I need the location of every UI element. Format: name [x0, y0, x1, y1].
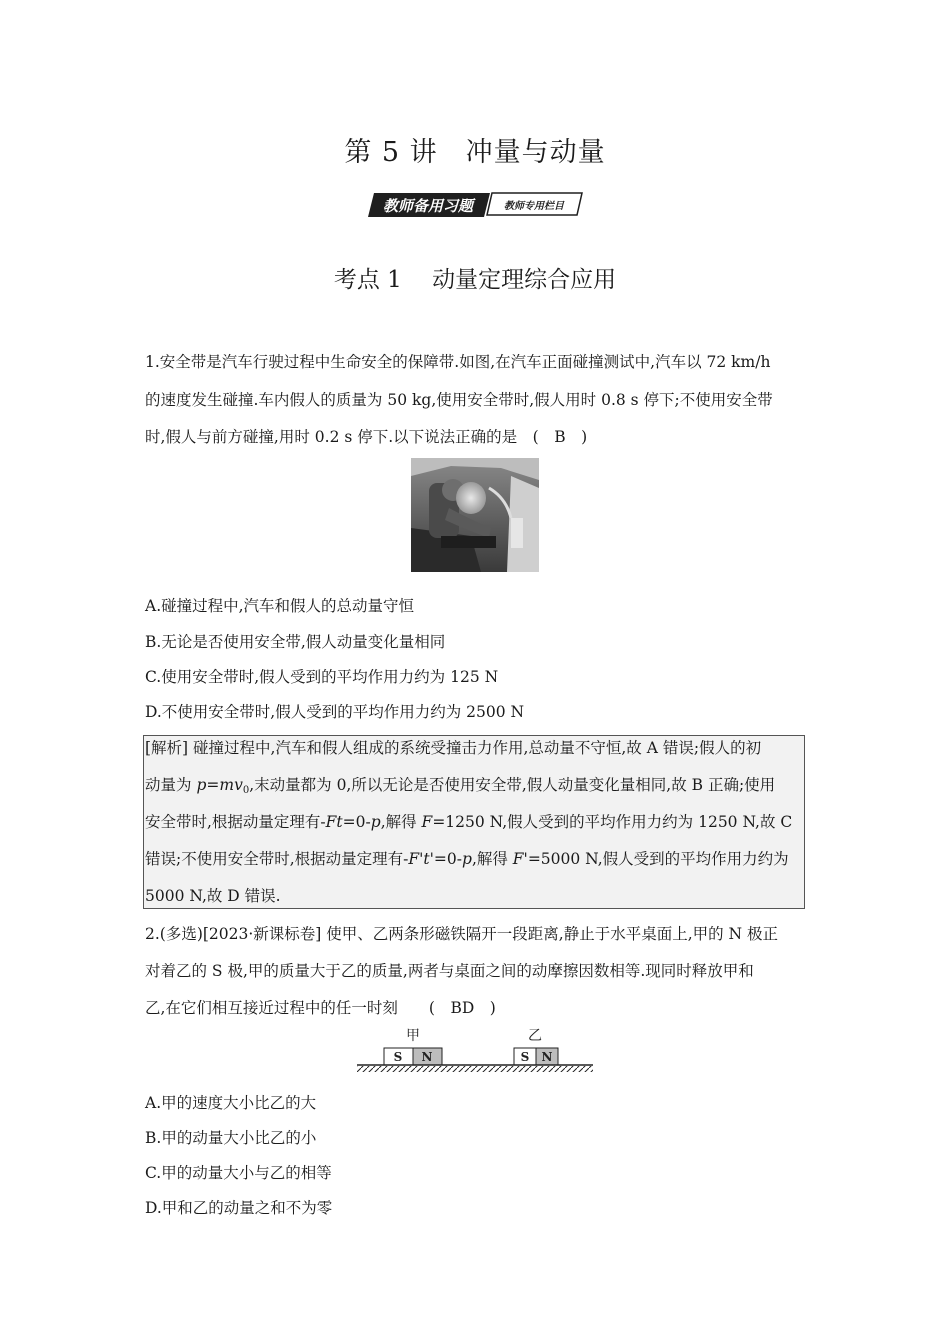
section-title: 考点 1 动量定理综合应用 — [333, 267, 617, 293]
q2-stem-line-2: 对着乙的 S 极,甲的质量大于乙的质量,两者与桌面之间的动摩擦因数相等.现同时释放甲和 — [145, 962, 754, 980]
q2-option-d: D.甲和乙的动量之和不为零 — [145, 1199, 333, 1217]
analysis-line-1: [解析] 碰撞过程中,汽车和假人组成的系统受撞击力作用,总动量不守恒,故 A 错误;假人的初 — [145, 739, 762, 757]
yi-s-pole: S — [520, 1050, 530, 1064]
analysis-line-3: 安全带时,根据动量定理有-Ft=0-p,解得 F=1250 N,假人受到的平均作用力约为 1250 N,故 C — [145, 813, 793, 831]
analysis-line-2: 动量为 $p=mv_0$,末动量都为 0,所以无论是否使用安全带,假人动量变化量相同,故 B 正确;使用 — [145, 776, 776, 796]
label-jia: 甲 — [406, 1028, 420, 1044]
page-title: 第 5 讲 冲量与动量 — [344, 137, 606, 168]
label-yi: 乙 — [528, 1028, 542, 1044]
magnets-figure — [355, 1026, 595, 1074]
crash-test-photo — [411, 458, 539, 572]
q1-option-d: D.不使用安全带时,假人受到的平均作用力约为 2500 N — [145, 703, 525, 721]
q2-option-a: A.甲的速度大小比乙的大 — [145, 1094, 317, 1112]
q2-stem-line-3: 乙,在它们相互接近过程中的任一时刻 ( BD ) — [145, 999, 496, 1017]
yi-n-pole: N — [541, 1050, 553, 1064]
q2-option-c: C.甲的动量大小与乙的相等 — [145, 1164, 332, 1182]
q1-option-a: A.碰撞过程中,汽车和假人的总动量守恒 — [145, 597, 415, 615]
q1-analysis-box — [143, 735, 805, 909]
banner-main-label: 教师备用习题 — [382, 197, 474, 215]
q2-option-b: B.甲的动量大小比乙的小 — [145, 1129, 317, 1147]
q1-stem-line-3: 时,假人与前方碰撞,用时 0.2 s 停下.以下说法正确的是 ( B ) — [145, 428, 588, 446]
jia-n-pole: N — [421, 1050, 433, 1064]
q2-stem-line-1: 2.(多选)[2023·新课标卷] 使甲、乙两条形磁铁隔开一段距离,静止于水平桌面上,甲的 N 极正 — [145, 925, 779, 943]
q1-option-b: B.无论是否使用安全带,假人动量变化量相同 — [145, 633, 446, 651]
q1-stem-line-1: 1.安全带是汽车行驶过程中生命安全的保障带.如图,在汽车正面碰撞测试中,汽车以 72 km/h — [145, 353, 771, 371]
q1-stem-line-2: 的速度发生碰撞.车内假人的质量为 50 kg,使用安全带时,假人用时 0.8 s 停下;不使用安全带 — [145, 391, 773, 409]
teacher-banner — [368, 191, 583, 219]
banner-sub-label: 教师专用栏目 — [504, 201, 564, 212]
jia-s-pole: S — [393, 1050, 403, 1064]
analysis-line-4: 错误;不使用安全带时,根据动量定理有-F't'=0-p,解得 F'=5000 N,假人受到的平均作用力约为 — [145, 850, 789, 868]
analysis-line-5: 5000 N,故 D 错误. — [145, 887, 281, 905]
q1-option-c: C.使用安全带时,假人受到的平均作用力约为 125 N — [145, 668, 499, 686]
